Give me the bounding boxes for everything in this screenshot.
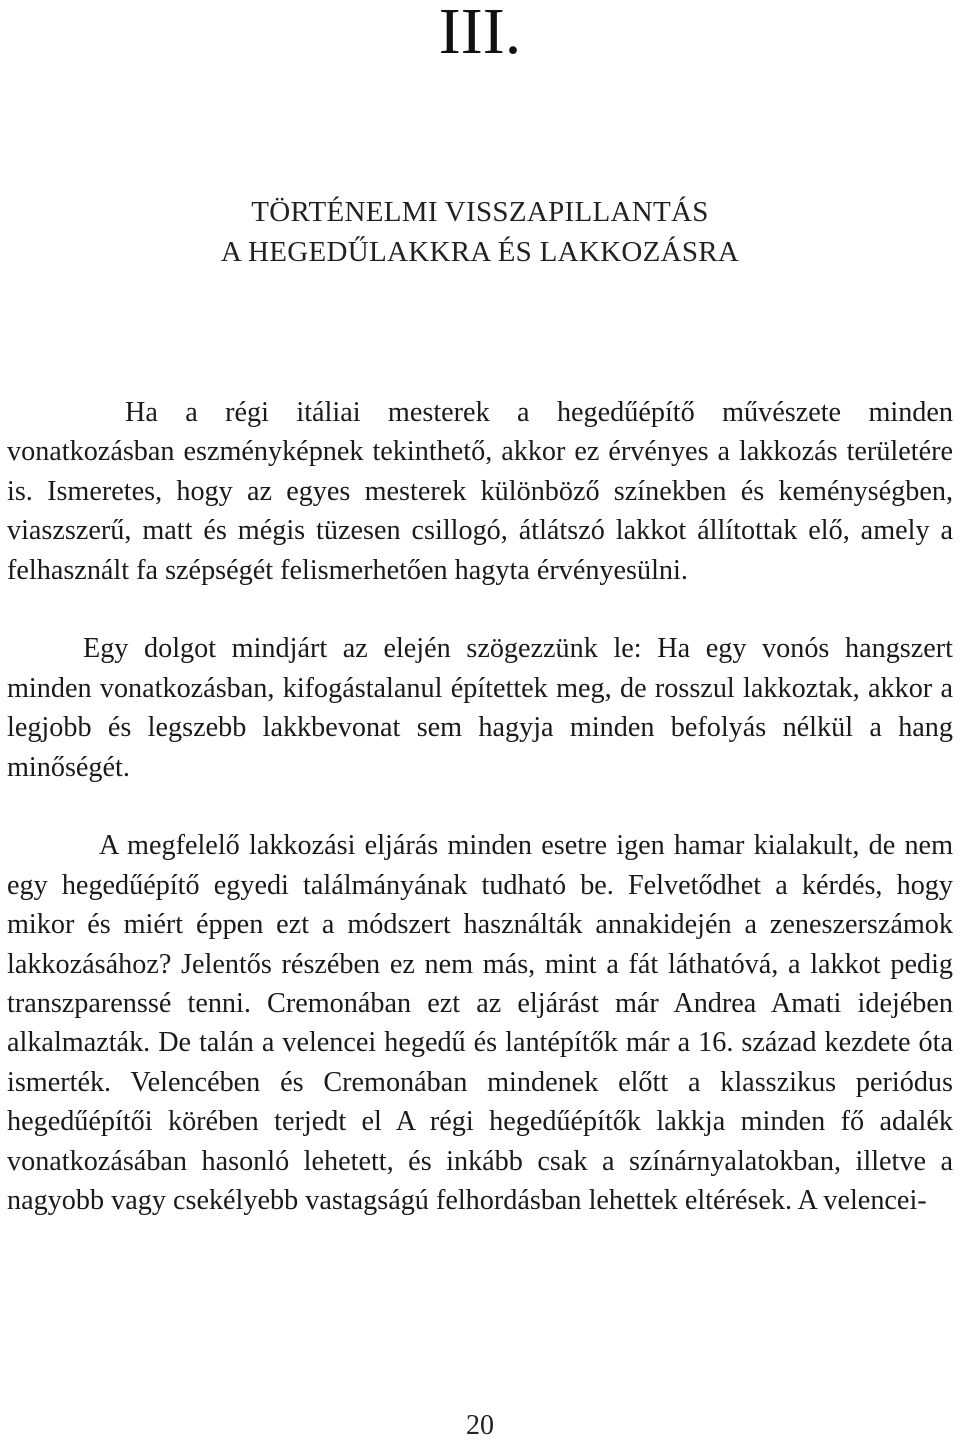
page-number: 20 <box>466 1410 494 1441</box>
chapter-title-line-1: TÖRTÉNELMI VISSZAPILLANTÁS <box>251 196 709 228</box>
chapter-number: III. <box>438 0 522 68</box>
chapter-title <box>0 192 960 272</box>
paragraph-1: Ha a régi itáliai mesterek a hegedűépítő művészete minden vonatkozásban eszményképnek tekinthető, akkor ez érvényes a lakkozás területére is. Ismeretes, hogy az egyes mesterek különböző színekben és keménységben, viaszszerű, matt és mégis tüzesen csillogó, átlátszó lakkot állítottak elő, amely a felhasznált fa szépségét felismerhetően hagyta érvényesülni. <box>7 397 953 586</box>
paragraph-3: A megfelelő lakkozási eljárás minden esetre igen hamar kialakult, de nem egy hegedűépítő egyedi találmányának tudható be. Felvetődhet a kérdés, hogy mikor és miért éppen ezt a módszert használták annakidején a zeneszerszámok lakkozásához? Jelentős részében ez nem más, mint a fát láthatóvá, a lakkot pedig transzparenssé tenni. Cremonában ezt az eljárást már Andrea Amati idejében alkalmazták. De talán a velencei hegedű és lantépítők már a 16. század kezdete óta ismerték. Velencében és Cremonában mindenek előtt a klasszikus periódus hegedűépítői körében terjedt el A régi hegedűépítők lakkja minden fő adalék vonatkozásában hasonló lehetett, és inkább csak a színárnyalatokban, illetve a nagyobb vagy csekélyebb vastagságú felhordásban lehettek eltérések. A velencei- <box>7 830 953 1217</box>
body-text <box>7 393 953 1221</box>
chapter-title-line-2: A HEGEDŰLAKKRA ÉS LAKKOZÁSRA <box>220 236 740 268</box>
paragraph-2: Egy dolgot mindjárt az elején szögezzünk le: Ha egy vonós hangszert minden vonatkozásban, kifogástalanul építettek meg, de rosszul lakkoztak, akkor a legjobb és legszebb lakkbevonat sem hagyja minden befolyás nélkül a hang minőségét. <box>7 633 953 783</box>
